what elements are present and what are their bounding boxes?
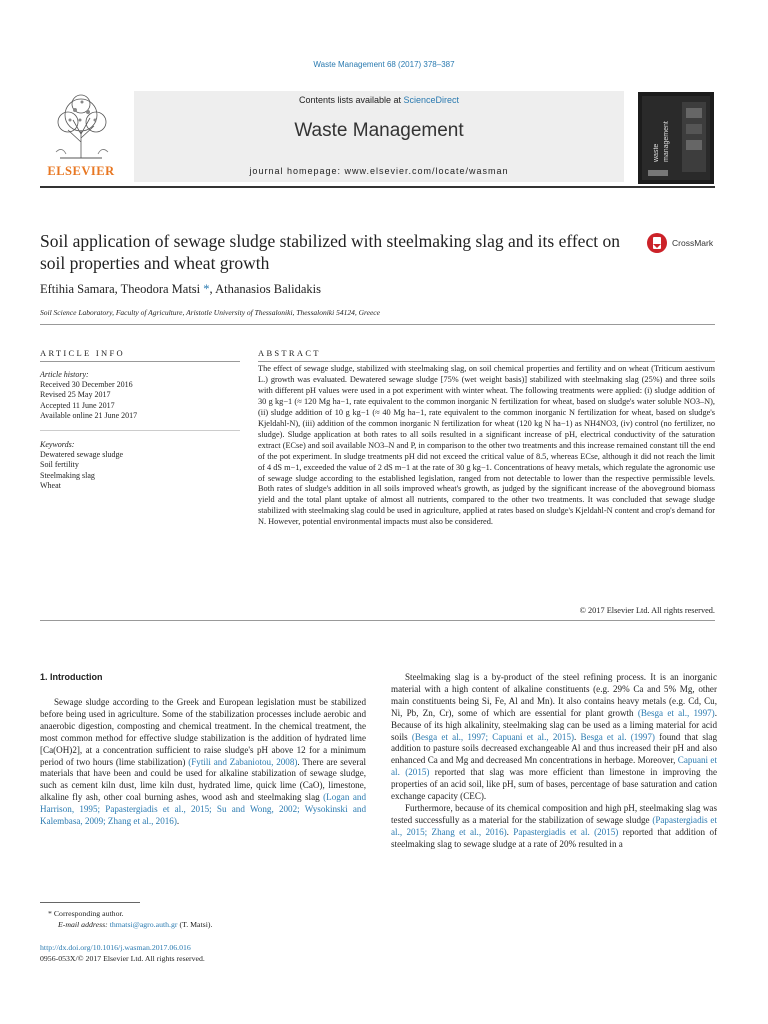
author-list [40,282,640,297]
contents-prefix: Contents lists available at [298,95,404,105]
body-column-left [40,697,366,828]
affiliation-divider [40,324,715,325]
text-run: Sewage sludge according to the Greek and European legislation must be stabilized before being used in agriculture. Some of the stabilization processes include aerobic and anaerobic digestion, composting and chemical treatment. In the chemical treatment, the most common method for effective sludge stabilization is the addition of hydrated lime [Ca(OH)2], at a concentration sufficient to raise sludge's pH above 12 for a minimum period of two hours (lime stabilization) [40,697,366,767]
article-info-divider [40,361,240,362]
text-run: reported that slag was more efficient than limestone in improving the properties of an acid soil, like pH, sum of bases, percentage of base saturation and cation exchange capacity (CEC). [391,767,717,802]
history-revised: Revised 25 May 2017 [40,390,111,400]
keyword-item: Steelmaking slag [40,470,95,480]
crossmark-badge[interactable] [646,232,716,254]
text-run: . Because of its high alkalinity, steelmaking slag can be used as a liming material for acid soils [391,707,717,742]
publisher-name: ELSEVIER [47,164,115,178]
corresponding-author-marker[interactable]: * [200,282,210,296]
intro-paragraph [391,672,717,803]
author-affiliation: Soil Science Laboratory, Faculty of Agriculture, Aristotle University of Thessaloniki, Thessaloniki 54124, Greece [40,308,380,317]
email-link[interactable]: thmatsi@agro.auth.gr [109,919,178,929]
body-column-right [391,672,717,851]
article-history [40,370,240,421]
intro-paragraph [391,803,717,851]
citation-link[interactable]: (Logan and Harrison, 1995; Papastergiadis et al., 2015; Su and Wong, 2002; Wysokinski and Kalembasa, 2009; Zhang et al., 2016) [40,792,366,827]
contents-availability [134,95,624,105]
journal-homepage[interactable]: journal homepage: www.elsevier.com/locate/wasman [249,166,509,176]
keyword-item: Dewatered sewage sludge [40,450,124,460]
citation-link[interactable]: (Papastergiadis et al., 2015; Zhang et al., 2016) [391,814,717,837]
keywords-label: Keywords: [40,440,75,449]
abstract-text: The effect of sewage sludge, stabilized with steelmaking slag, on soil chemical properties and fertility and on wheat (Triticum aestivum L.) growth was evaluated. Dewatered sewage sludge [75% (wet weight basis)] stabilized with steelmaking slag (25%) and three soils with different pH values were used in a pot experiment with winter wheat. The following treatments were applied: (i) sludge addition of 30 g kg−1 (≈ 120 Mg ha−1, rate equivalent to the common inorganic N fertilization for wheat, based on sludge's water soluble NO3–N), (ii) sludge addition of 10 g kg−1 (≈ 40 Mg ha−1, rate equivalent to the common inorganic N fertilization for wheat, based on sludge's Kjeldahl-N), (iii) addition of the common inorganic N fertilization for wheat (120 kg N ha−1) as NH4NO3, (iv) control (no fertilizer, no sludge). Sludge application at both rates to all soils resulted in a significant increase of pH, electrical conductivity of the saturation extract (ECse) and soil available NO3–N and P, in comparison to the other two treatments and this increase remained constant till the end of the pot experiment. In sludge treatments pH did not exceed the critical value of 8.5, whereas ECse, although it did not reach the limit of 4 dS m−1, exceeded the value of 2 dS m−1 at the rate of 30 g kg−1. Concentrations of heavy metals, which regulate the agronomic use of sewage sludge according to the established legislation, ranged from not detectable to lower than the respective permissible levels. Both rates of sludge's addition in all soils improved wheat's growth, as judged by the significant increase of the aboveground biomass yield and the total plant uptake of almost all nutrients, compared to the other two treatments. It was concluded that sewage sludge stabilized with steelmaking slag could be used in agriculture, applied at rates based on sludge's Kjeldahl-N content and crop's demand for N. However, potential environmental impacts must also be considered. [258,364,715,527]
authors-first: Eftihia Samara, Theodora Matsi [40,282,201,296]
text-run: . [176,816,180,827]
email-line [40,920,370,931]
history-online: Available online 21 June 2017 [40,410,138,420]
keyword-item: Wheat [40,480,61,490]
email-suffix: (T. Matsi). [177,919,213,929]
footnote [40,909,370,930]
footnote-divider [40,902,140,903]
email-label: E-mail address: [58,919,110,929]
intro-paragraph [40,697,366,828]
article-title: Soil application of sewage sludge stabilized with steelmaking slag and its effect on soil properties and wheat growth [40,231,620,273]
history-received: Received 30 December 2016 [40,380,133,390]
abstract-copyright: © 2017 Elsevier Ltd. All rights reserved. [579,606,715,615]
authors-rest: , Athanasios Balidakis [209,282,321,296]
citation-link[interactable]: (Besga et al., 1997; Capuani et al., 2015) [411,731,575,742]
header-divider [40,186,715,188]
text-run: . [506,826,514,837]
journal-title: Waste Management [294,120,464,141]
history-divider [40,430,240,431]
abstract-heading: ABSTRACT [258,348,321,358]
text-run: found that slag addition to pasture soils decreased exchangeable Al and thus increased their pH and also enhanced Ca and Mg and decreased Mn concentrations in herbage. Moreover, [391,731,718,766]
crossmark-label: CrossMark [672,238,714,248]
doi-block [40,943,370,964]
citation-link[interactable]: (Fytili and Zabaniotou, 2008) [188,756,298,767]
history-label: Article history: [40,370,89,379]
text-run: reported that addition of steelmaking slag to sewage sludge at a rate of 20% resulted in a [391,826,718,849]
history-accepted: Accepted 11 June 2017 [40,400,115,410]
svg-text:management: management [663,121,670,162]
abstract-divider [258,361,715,362]
abstract-bottom-divider [40,620,715,621]
text-run: . [574,731,581,742]
crossmark-icon [646,232,668,254]
citation-link[interactable]: Capuani et al. (2015) [391,755,717,778]
journal-cover-image [638,92,714,184]
citation-link[interactable]: Papastergiadis et al. (2015) [513,826,619,837]
text-run: Steelmaking slag is a by-product of the steel refining process. It is an inorganic material with a high content of alkaline constituents (e.g. 29% Ca and 5% Mg, other main constituents being Si, Fe, Al and Mn). It also contains heavy metals (e.g. Cd, Cu, Ni, Pb, Zn, Cr), some of which are essential for plant growth [391,672,717,718]
keywords [40,440,240,491]
corresponding-author-note: * Corresponding author. [48,909,124,918]
text-run: Furthermore, because of its chemical composition and high pH, steelmaking slag was tested successfully as a material for the stabilization of sewage sludge [391,802,717,825]
journal-reference[interactable]: Waste Management 68 (2017) 378–387 [313,60,455,69]
citation-link[interactable]: (Besga et al., 1997) [637,707,715,718]
text-run: . There are several materials that have been and could be used for alkaline stabilization of sewage sludge, such as cement kiln dust, lime kiln dust, hydrated lime, quick lime (CaO), limestone, alkaline fly ash, other coal burning ashes, wood ash and steelmaking slag [40,756,367,803]
introduction-heading: 1. Introduction [40,672,103,682]
doi-link[interactable]: http://dx.doi.org/10.1016/j.wasman.2017.06.016 [40,943,191,952]
svg-text:waste: waste [653,143,660,162]
citation-link[interactable]: Besga et al. (1997) [580,731,655,742]
keyword-item: Soil fertility [40,460,79,470]
article-info-heading: ARTICLE INFO [40,348,125,358]
sciencedirect-link[interactable]: ScienceDirect [403,95,460,105]
issn-copyright: 0956-053X/© 2017 Elsevier Ltd. All rights reserved. [40,953,205,963]
